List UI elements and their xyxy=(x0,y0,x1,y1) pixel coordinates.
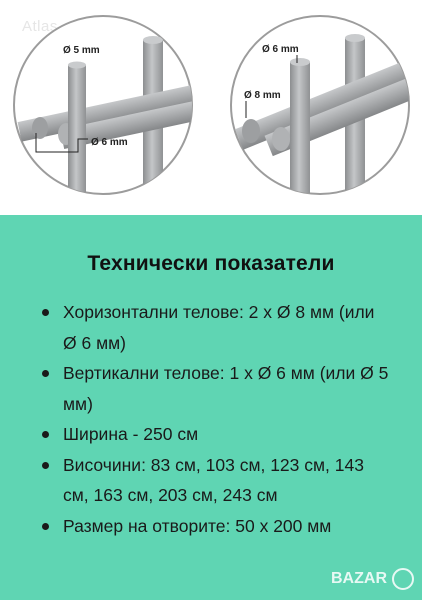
bullet-icon xyxy=(42,431,49,438)
spec-item-text: Височини: 83 см, 103 см, 123 см, 143 см, 163 см, 203 см, 243 см xyxy=(63,454,364,505)
bullet-icon xyxy=(42,370,49,377)
spec-item-text: Хоризонтални телове: 2 x Ø 8 мм (или Ø 6 мм) xyxy=(63,302,375,353)
spec-item-vertical-wires xyxy=(42,358,392,419)
spec-item-heights xyxy=(42,450,392,511)
spec-item-text: Ширина - 250 см xyxy=(63,424,199,444)
watermark-bottom xyxy=(331,568,414,590)
bullet-icon xyxy=(42,523,49,530)
bullet-icon xyxy=(42,462,49,469)
spec-list xyxy=(42,297,392,541)
spec-item-width xyxy=(42,419,392,450)
spec-item-opening-size xyxy=(42,511,392,542)
watermark-bottom-text: BAZAR xyxy=(331,570,387,587)
wire-diagram xyxy=(0,0,422,215)
spec-item-horizontal-wires xyxy=(42,297,392,358)
right-label-vertical: Ø 6 mm xyxy=(262,44,299,55)
specs-title: Технически показатели xyxy=(87,252,335,275)
right-detail-circle xyxy=(231,16,422,215)
specs-section xyxy=(0,215,422,600)
left-label-horizontal: Ø 6 mm xyxy=(91,137,128,148)
left-label-vertical: Ø 5 mm xyxy=(63,45,100,56)
spec-item-text: Размер на отворите: 50 x 200 мм xyxy=(63,515,332,536)
diagram-panel xyxy=(0,0,422,215)
right-label-horizontal: Ø 8 mm xyxy=(244,90,281,101)
bullet-icon xyxy=(42,309,49,316)
watermark-top: Atlas xyxy=(22,18,58,35)
right-vertical-rod-back xyxy=(345,38,365,215)
left-detail-circle xyxy=(14,16,260,215)
watermark-badge-icon xyxy=(392,568,414,590)
spec-item-text: Вертикални телове: 1 x Ø 6 мм (или Ø 5 мм) xyxy=(63,363,389,414)
